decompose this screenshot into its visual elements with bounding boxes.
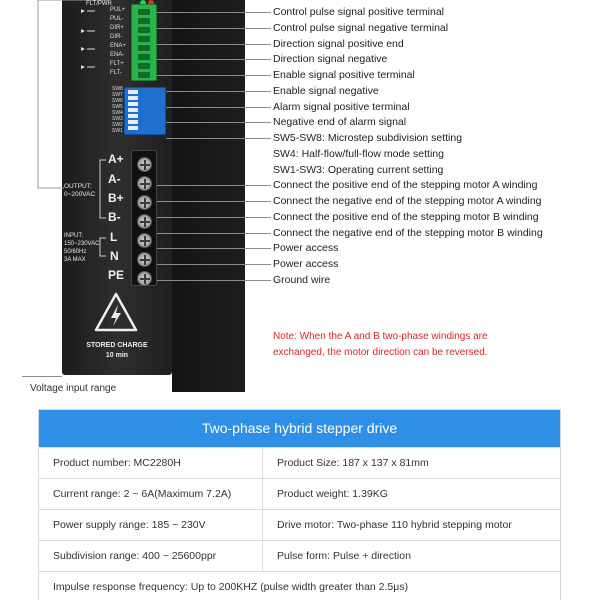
annotation-dir-plus: Direction signal positive end (273, 38, 404, 50)
spec-table (38, 409, 561, 600)
screw-icon (137, 195, 152, 210)
sw4-label: SW4 (112, 110, 123, 116)
spec-product-weight: Product weight: 1.39KG (277, 488, 388, 500)
annotation-flt-minus: Negative end of alarm signal (273, 116, 407, 128)
annotation-a-minus: Connect the negative end of the stepping motor A winding (273, 195, 542, 207)
voltage-input-caption: Voltage input range (30, 383, 117, 394)
table-row (39, 571, 560, 600)
terminal-pe: PE (108, 268, 125, 282)
annotation-a-plus: Connect the positive end of the stepping motor A winding (273, 179, 538, 191)
annotation-flt-plus: Alarm signal positive terminal (273, 101, 410, 113)
sw6-label: SW6 (112, 98, 123, 104)
table-row (39, 540, 560, 571)
direction-reversal-note: Note: When the A and B two-phase windings are exchanged, the motor direction can be reversed. (273, 331, 488, 358)
input-frequency: 50/60Hz (64, 249, 87, 255)
leader-line (157, 44, 271, 45)
output-label: OUTPUT: (64, 183, 92, 190)
sw5-label: SW5 (112, 104, 123, 110)
annotation-b-plus: Connect the positive end of the stepping motor B winding (273, 211, 539, 223)
high-voltage-warning-icon (94, 292, 138, 332)
pin-label-ena-minus: ENA- (110, 52, 125, 58)
spec-product-size: Product Size: 187 x 137 x 81mm (277, 457, 429, 469)
power-terminal-block[interactable] (131, 150, 157, 286)
screw-icon (137, 252, 152, 267)
terminal-b-minus: B- (108, 210, 121, 224)
pin-label-dir-plus: DIR+ (110, 25, 124, 31)
leader-line (157, 201, 271, 202)
terminal-n: N (110, 249, 119, 263)
leader-line (157, 28, 271, 29)
sw7-label: SW7 (112, 92, 123, 98)
annotation-b-minus: Connect the negative end of the stepping motor B winding (273, 227, 543, 239)
sw3-label: SW3 (112, 116, 123, 122)
sw1-label: SW1 (112, 128, 123, 134)
spec-product-number: Product number: MC2280H (39, 448, 263, 478)
spec-pulse-form: Pulse form: Pulse + direction (277, 550, 411, 562)
annotation-pul-plus: Control pulse signal positive terminal (273, 6, 444, 18)
spec-table-title: Two-phase hybrid stepper drive (39, 410, 560, 447)
annotation-sw1-sw3: SW1-SW3: Operating current setting (273, 164, 444, 176)
leader-line (157, 248, 271, 249)
pin-label-dir-minus: DIR- (110, 34, 123, 40)
pin-label-pul-minus: PUL- (110, 16, 124, 22)
leader-line (166, 107, 271, 108)
table-row (39, 447, 560, 478)
annotation-power-l: Power access (273, 242, 339, 254)
signal-terminal-block[interactable] (131, 4, 157, 81)
spec-current-range: Current range: 2 ~ 6A(Maximum 7.2A) (39, 479, 263, 509)
terminal-a-plus: A+ (108, 152, 124, 166)
leader-line (157, 264, 271, 265)
leader-line (166, 91, 271, 92)
leader-line (157, 233, 271, 234)
flt-pwr-label: FLT/PWR (86, 1, 112, 7)
spec-power-supply: Power supply range: 185 ~ 230V (39, 510, 263, 540)
annotation-dir-minus: Direction signal negative (273, 53, 388, 65)
screw-icon (137, 214, 152, 229)
sw8-label: SW8 (112, 86, 123, 92)
screw-icon (137, 157, 152, 172)
annotation-ena-minus: Enable signal negative (273, 85, 379, 97)
terminal-b-plus: B+ (108, 191, 124, 205)
annotation-ena-plus: Enable signal positive terminal (273, 69, 415, 81)
leader-line (157, 185, 271, 186)
pin-label-pul-plus: PUL+ (110, 7, 126, 13)
annotation-sw5-sw8: SW5-SW8: Microstep subdivision setting (273, 132, 463, 144)
annotation-pul-minus: Control pulse signal negative terminal (273, 22, 449, 34)
screw-icon (137, 233, 152, 248)
output-range: 0~200VAC (64, 191, 96, 198)
leader-line (157, 59, 271, 60)
pin-label-flt-minus: FLT- (110, 70, 122, 76)
terminal-l: L (110, 230, 118, 244)
spec-subdivision: Subdivision range: 400 ~ 25600ppr (39, 541, 263, 571)
spec-drive-motor: Drive motor: Two-phase 110 hybrid stepping motor (277, 519, 512, 531)
terminal-a-minus: A- (108, 172, 121, 186)
table-row (39, 509, 560, 540)
voltage-leader-bracket (30, 0, 110, 200)
annotation-ground: Ground wire (273, 274, 331, 286)
dip-switch[interactable] (124, 87, 166, 135)
input-label: INPUT: (64, 233, 84, 239)
screw-icon (137, 271, 152, 286)
table-row (39, 478, 560, 509)
input-voltage: 150~230VAC (64, 241, 100, 247)
annotation-sw4: SW4: Half-flow/full-flow mode setting (273, 148, 444, 160)
sw2-label: SW2 (112, 122, 123, 128)
voltage-caption-leader (22, 376, 62, 377)
leader-line (157, 75, 271, 76)
stored-charge-warning: STORED CHARGE (86, 342, 148, 349)
stored-charge-time: 10 min (105, 352, 129, 359)
spec-impulse-frequency: Impulse response frequency: Up to 200KHZ (pulse width greater than 2.5μs) (53, 581, 409, 593)
leader-line (157, 217, 271, 218)
pin-label-ena-plus: ENA+ (110, 43, 126, 49)
pin-label-flt-plus: FLT+ (110, 61, 124, 67)
leader-line (157, 280, 271, 281)
annotation-power-n: Power access (273, 258, 339, 270)
leader-line (166, 122, 271, 123)
leader-line (166, 138, 271, 139)
input-current: 3A MAX (64, 257, 86, 263)
leader-line (157, 12, 271, 13)
screw-icon (137, 176, 152, 191)
